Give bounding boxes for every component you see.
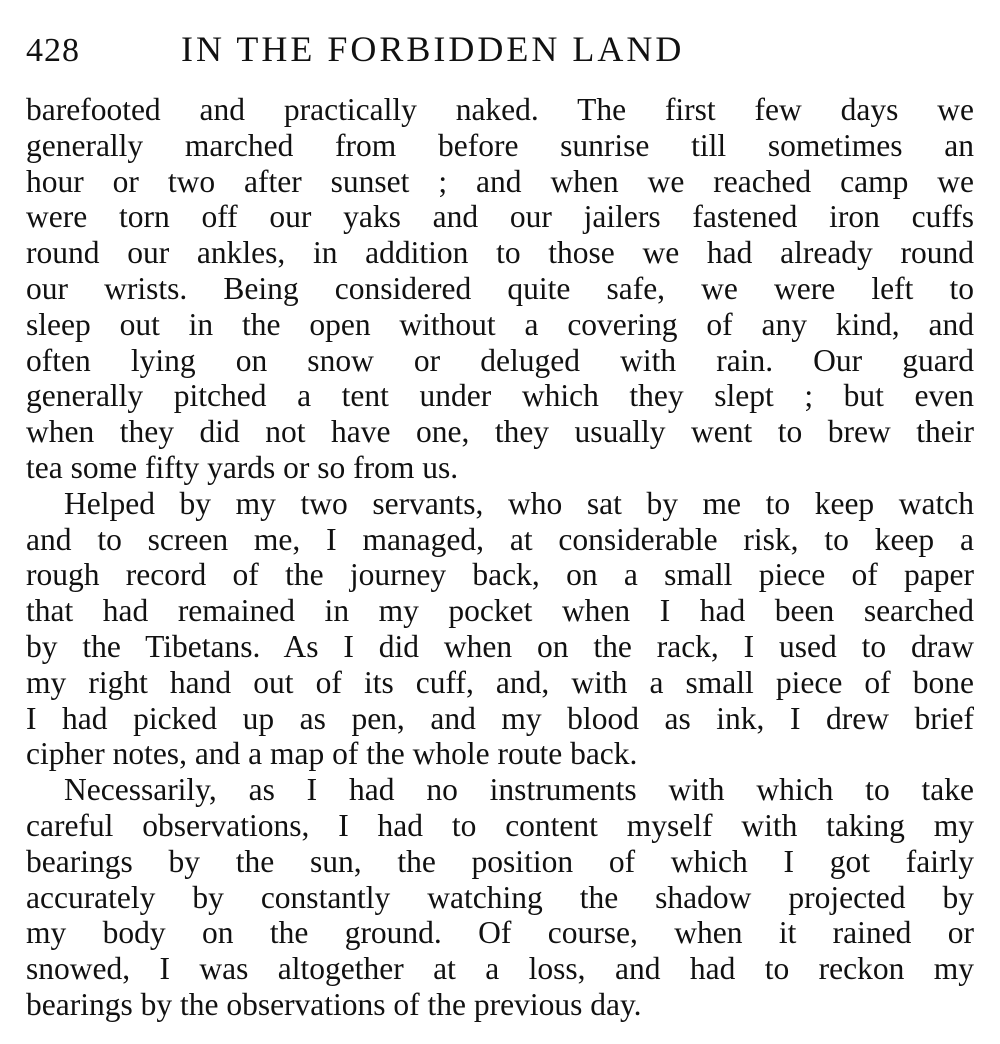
text-line: when they did not have one, they usually went to brew their: [26, 414, 974, 450]
text-line: bearings by the observations of the previous day.: [26, 986, 642, 1022]
text-line: hour or two after sunset ; and when we reached camp we: [26, 163, 974, 199]
text-line: Helped by my two servants, who sat by me to keep watch: [64, 485, 974, 521]
text-line: round our ankles, in addition to those we had already round: [26, 235, 974, 271]
text-line: my right hand out of its cuff, and, with a small piece of bone: [26, 664, 974, 700]
text-line: that had remained in my pocket when I had been searched: [26, 593, 974, 629]
body-text: [26, 92, 974, 1023]
text-line: generally pitched a tent under which they slept ; but even: [26, 378, 974, 414]
text-line: my body on the ground. Of course, when it rained or: [26, 915, 974, 951]
text-line: accurately by constantly watching the shadow projected by: [26, 879, 974, 915]
text-line: Necessarily, as I had no instruments with which to take: [64, 772, 974, 808]
text-line: tea some fifty yards or so from us.: [26, 449, 459, 485]
paragraph-3: [26, 772, 974, 1023]
text-line: bearings by the sun, the position of which I got fairly: [26, 843, 974, 879]
book-title: IN THE FORBIDDEN LAND: [181, 29, 685, 69]
paragraph-1: [26, 92, 974, 486]
text-line: generally marched from before sunrise till sometimes an: [26, 127, 974, 163]
text-line: sleep out in the open without a covering of any kind, and: [26, 306, 974, 342]
text-line: careful observations, I had to content myself with taking my: [26, 807, 974, 843]
text-line: often lying on snow or deluged with rain. Our guard: [26, 342, 974, 378]
text-line: by the Tibetans. As I did when on the rack, I used to draw: [26, 628, 974, 664]
text-line: I had picked up as pen, and my blood as ink, I drew brief: [26, 700, 974, 736]
text-line: our wrists. Being considered quite safe, we were left to: [26, 270, 974, 306]
text-line: barefooted and practically naked. The first few days we: [26, 92, 974, 127]
paragraph-2: [26, 486, 974, 772]
text-line: were torn off our yaks and our jailers fastened iron cuffs: [26, 199, 974, 235]
running-head: [26, 28, 974, 78]
book-page: [26, 28, 974, 1023]
text-line: cipher notes, and a map of the whole route back.: [26, 736, 638, 772]
page-number: 428: [26, 32, 80, 69]
text-line: snowed, I was altogether at a loss, and had to reckon my: [26, 951, 974, 987]
text-line: rough record of the journey back, on a small piece of paper: [26, 557, 974, 593]
text-line: and to screen me, I managed, at considerable risk, to keep a: [26, 521, 974, 557]
